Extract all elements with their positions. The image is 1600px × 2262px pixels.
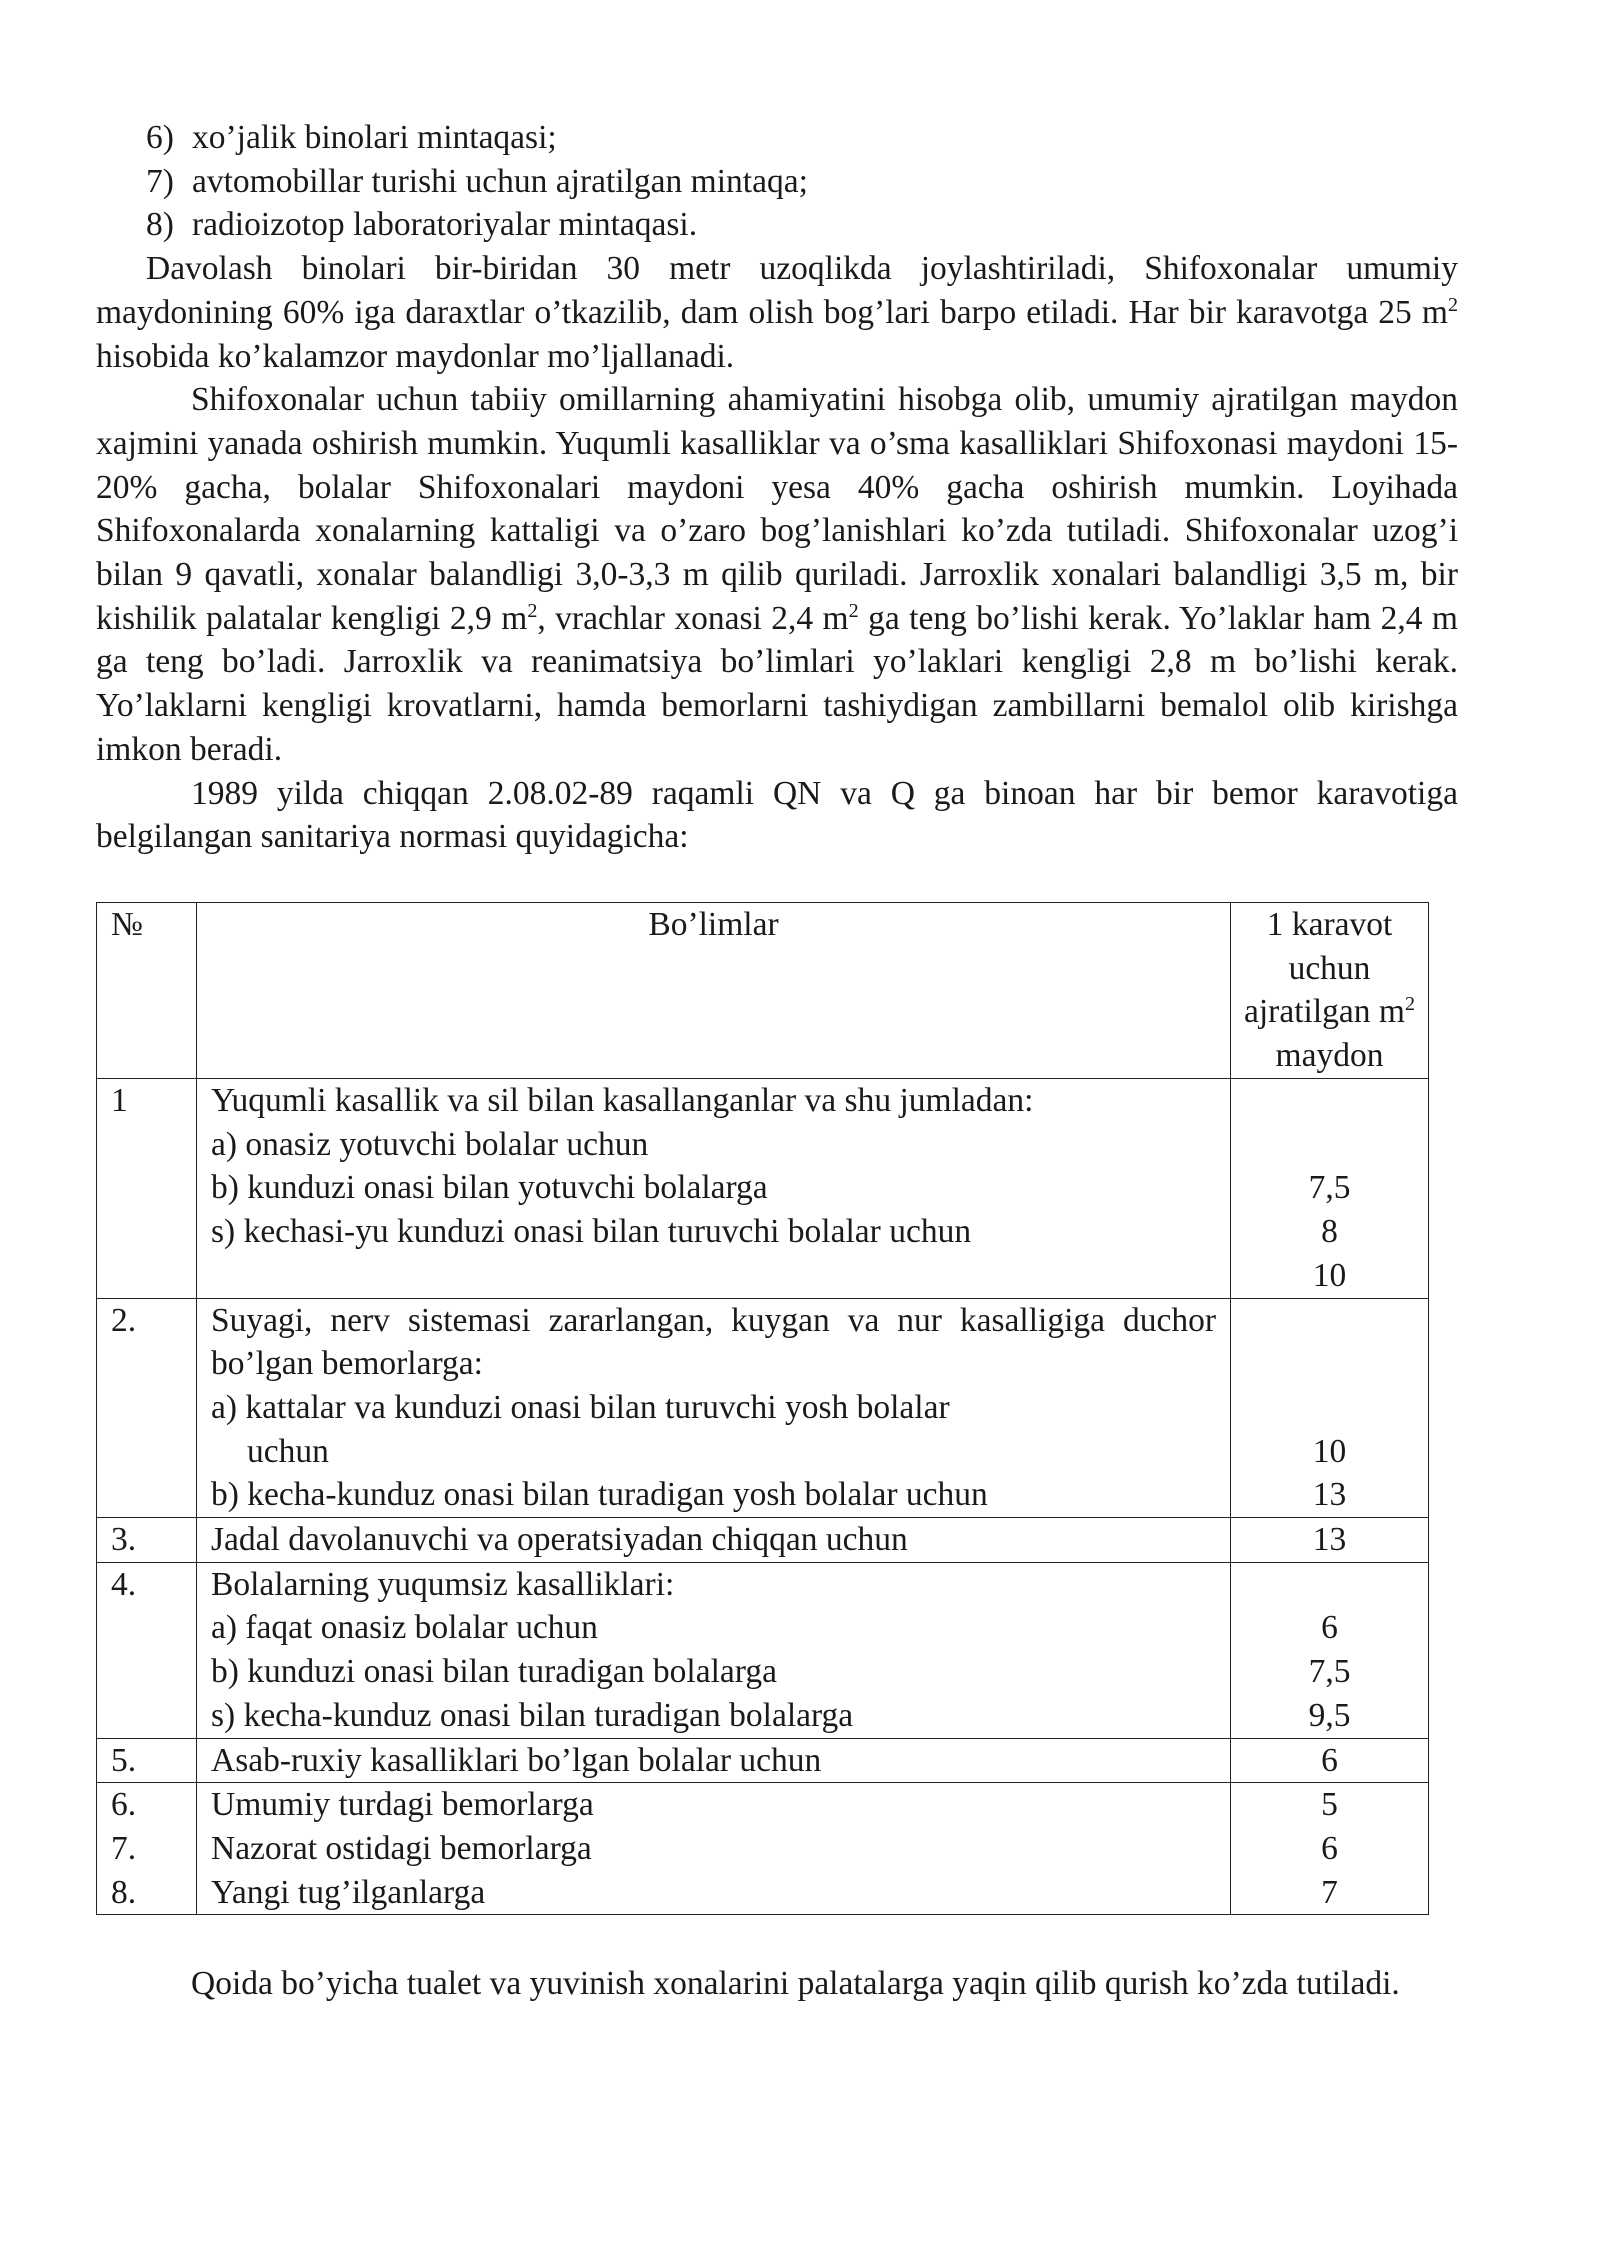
- row-value: 6: [1321, 1609, 1338, 1647]
- row-title: Bolalarning yuqumsiz kasalliklari:: [211, 1565, 675, 1603]
- list-text: xo’jalik binolari mintaqasi;: [192, 119, 557, 156]
- row-subitem: s) kecha-kunduz onasi bilan turadigan bolalarga: [211, 1696, 854, 1734]
- row-number: 2.: [97, 1298, 197, 1518]
- row-department: Nazorat ostidagi bemorlarga: [211, 1829, 592, 1867]
- row-value: 10: [1312, 1256, 1347, 1294]
- paragraph-text: , vrachlar xonasi 2,4 m: [537, 599, 849, 637]
- row-title: Yuqumli kasallik va sil bilan kasallanganlar va shu jumladan:: [211, 1082, 1034, 1119]
- row-departments: [197, 1783, 1231, 1915]
- paragraph-closing: Qoida bo’yicha tualet va yuvinish xonalarini palatalarga yaqin qilib qurish ko’zda tutiladi.: [191, 1965, 1400, 2002]
- header-area-line: maydon: [1275, 1037, 1384, 1075]
- row-value: 13: [1231, 1518, 1429, 1563]
- row-subitem: a) onasiz yotuvchi bolalar uchun: [211, 1125, 649, 1163]
- row-department: [197, 1298, 1231, 1518]
- row-value: 6: [1321, 1829, 1338, 1867]
- superscript: 2: [1404, 993, 1415, 1016]
- row-number: 6.: [111, 1786, 137, 1824]
- row-number: 7.: [111, 1829, 137, 1867]
- paragraph-text: Davolash binolari bir-biridan 30 metr uzoqlikda joylashtiriladi, Shifoxonalar umumiy maydonining 60% iga daraxtlar o’tkazilib, dam olish bog’lari barpo etiladi. Har bir karavotga 25 m: [96, 250, 1458, 331]
- row-subitem: b) kecha-kunduz onasi bilan turadigan yosh bolalar uchun: [211, 1476, 988, 1514]
- row-number: 5.: [97, 1738, 197, 1783]
- row-value: 9,5: [1308, 1696, 1351, 1734]
- header-area-text: ajratilgan m: [1244, 993, 1405, 1031]
- row-subitem: uchun: [247, 1432, 329, 1470]
- row-value: 7,5: [1308, 1653, 1351, 1691]
- header-area: [1231, 903, 1429, 1079]
- row-number: 3.: [97, 1518, 197, 1563]
- row-value: 7,5: [1308, 1169, 1351, 1207]
- row-value: 5: [1321, 1786, 1338, 1824]
- row-title: Suyagi, nerv sistemasi zararlangan, kuygan va nur kasalligiga duchor bo’lgan bemorlarga:: [211, 1301, 1216, 1383]
- superscript: 2: [1447, 293, 1458, 316]
- list-number: 6): [146, 119, 174, 156]
- list-item: [96, 160, 1458, 204]
- list-item: [96, 203, 1458, 247]
- row-department: [197, 1562, 1231, 1738]
- row-value: 13: [1312, 1476, 1347, 1514]
- table-row: [97, 1298, 1429, 1518]
- row-values: [1231, 1562, 1429, 1738]
- row-department: Jadal davolanuvchi va operatsiyadan chiqqan uchun: [197, 1518, 1231, 1563]
- row-subitem: a) kattalar va kunduzi onasi bilan turuvchi yosh bolalar: [211, 1388, 950, 1426]
- row-number: 8.: [111, 1873, 137, 1911]
- row-department: Asab-ruxiy kasalliklari bo’lgan bolalar uchun: [197, 1738, 1231, 1783]
- sanitary-norms-table: [96, 902, 1429, 1915]
- list-text: avtomobillar turishi uchun ajratilgan mintaqa;: [192, 162, 808, 200]
- list-number: 7): [146, 162, 174, 200]
- row-number: 1: [97, 1079, 197, 1299]
- header-departments: Bo’limlar: [197, 903, 1231, 1079]
- row-department: [197, 1079, 1231, 1299]
- row-subitem: a) faqat onasiz bolalar uchun: [211, 1609, 598, 1647]
- paragraph-text: hisobida ko’kalamzor maydonlar mo’ljallanadi.: [96, 337, 735, 375]
- header-area-line: [1231, 990, 1428, 1034]
- row-subitem: b) kunduzi onasi bilan yotuvchi bolalarga: [211, 1169, 768, 1207]
- row-subitem: s) kechasi-yu kunduzi onasi bilan turuvchi bolalar uchun: [211, 1213, 972, 1251]
- row-values: [1231, 1298, 1429, 1518]
- list-number: 8): [146, 206, 174, 244]
- zone-list: [96, 116, 1458, 247]
- table-header-row: [97, 903, 1429, 1079]
- paragraph-norm-intro: 1989 yilda chiqqan 2.08.02-89 raqamli QN va Q ga binoan har bir bemor karavotiga belgilangan sanitariya normasi quyidagicha:: [96, 774, 1458, 856]
- header-area-line: uchun: [1288, 949, 1371, 987]
- list-item: [96, 116, 1458, 160]
- table-row: [97, 1738, 1429, 1783]
- table-row: [97, 1783, 1429, 1915]
- paragraph-text: ga teng bo’lishi kerak. Yo’laklar ham 2,4 m ga teng bo’ladi. Jarroxlik va reanimatsiya bo’limlari yo’laklari kengligi 2,8 m bo’lishi kerak. Yo’laklarni kengligi krovatlarni, hamda bemorlarni tashiydigan zambillarni bemalol olib kirishga imkon beradi.: [96, 599, 1458, 768]
- paragraph-text: Shifoxonalar uchun tabiiy omillarning ahamiyatini hisobga olib, umumiy ajratilgan maydon xajmini yanada oshirish mumkin. Yuqumli kasalliklar va o’sma kasalliklari Shifoxonasi maydoni 15-20% gacha, bolalar Shifoxonalari maydoni yesa 40% gacha oshirish mumkin. Loyihada Shifoxonalarda xonalarning kattaligi va o’zaro bog’lanishlari ko’zda tutiladi. Shifoxonalar uzog’i bilan 9 qavatli, xonalar balandligi 3,0-3,3 m qilib quriladi. Jarroxlik xonalari balandligi 3,5 m, bir kishilik palatalar kengligi 2,9 m: [96, 381, 1458, 637]
- superscript: 2: [527, 599, 538, 622]
- row-value: 7: [1321, 1873, 1338, 1911]
- row-values: [1231, 1079, 1429, 1299]
- row-numbers: [97, 1783, 197, 1915]
- row-value: 6: [1231, 1738, 1429, 1783]
- header-area-line: 1 karavot: [1266, 906, 1393, 943]
- row-value: 8: [1321, 1213, 1338, 1251]
- paragraph-hospital-space: [96, 378, 1458, 771]
- row-subitem: b) kunduzi onasi bilan turadigan bolalarga: [211, 1653, 777, 1691]
- document-body: [96, 116, 1458, 859]
- table-row: [97, 1518, 1429, 1563]
- row-values: [1231, 1783, 1429, 1915]
- row-department: Umumiy turdagi bemorlarga: [211, 1786, 594, 1824]
- row-department: Yangi tug’ilganlarga: [211, 1873, 486, 1911]
- paragraph-greenery: [96, 247, 1458, 378]
- row-value: 10: [1312, 1432, 1347, 1470]
- superscript: 2: [848, 599, 859, 622]
- table-row: [97, 1562, 1429, 1738]
- table-row: [97, 1079, 1429, 1299]
- header-number: №: [97, 903, 197, 1079]
- row-number: 4.: [97, 1562, 197, 1738]
- closing-block: [96, 1962, 1458, 2006]
- list-text: radioizotop laboratoriyalar mintaqasi.: [192, 206, 698, 244]
